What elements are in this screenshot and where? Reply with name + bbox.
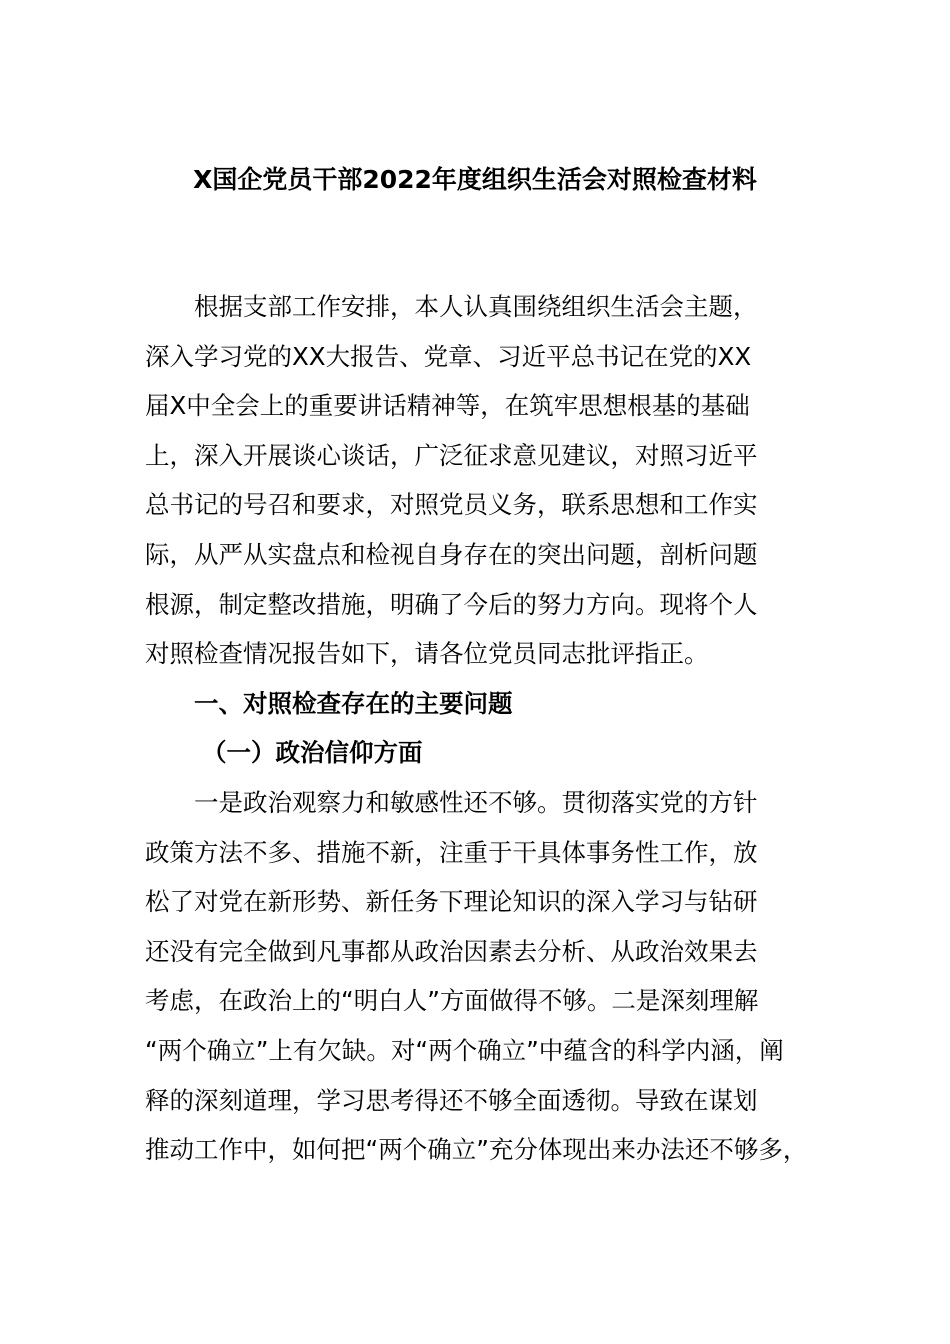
paragraph-line: 上，深入开展谈心谈话，广泛征求意见建议，对照习近平 — [145, 440, 758, 470]
paragraph-line: 总书记的号召和要求，对照党员义务，联系思想和工作实 — [145, 490, 758, 520]
paragraph-line: 推动工作中，如何把“两个确立”充分体现出来办法还不够多， — [145, 1135, 808, 1165]
paragraph-line: 还没有完全做到凡事都从政治因素去分析、从政治效果去 — [145, 936, 758, 966]
paragraph-line: 释的深刻道理，学习思考得还不够全面透彻。导致在谋划 — [145, 1085, 758, 1115]
section-heading: 一、对照检查存在的主要问题 — [194, 688, 513, 718]
paragraph-line: 际，从严从实盘点和检视自身存在的突出问题，剖析问题 — [145, 539, 758, 569]
paragraph-line: 政策方法不多、措施不新，注重于干具体事务性工作，放 — [145, 837, 758, 867]
paragraph-line: 松了对党在新形势、新任务下理论知识的深入学习与钻研 — [145, 887, 758, 917]
paragraph-line: 根据支部工作安排，本人认真围绕组织生活会主题， — [194, 292, 758, 321]
paragraph-line: 对照检查情况报告如下，请各位党员同志批评指正。 — [145, 639, 709, 669]
paragraph-line: 根源，制定整改措施，明确了今后的努力方向。现将个人 — [145, 589, 758, 619]
paragraph-line: 届X中全会上的重要讲话精神等，在筑牢思想根基的基础 — [145, 391, 750, 421]
paragraph-line: 一是政治观察力和敏感性还不够。贯彻落实党的方针 — [194, 787, 758, 817]
subsection-heading: （一）政治信仰方面 — [202, 738, 423, 768]
document-body — [145, 282, 810, 1175]
paragraph-line: 考虑，在政治上的“明白人”方面做得不够。二是深刻理解 — [145, 986, 759, 1016]
document-title: X国企党员干部2022年度组织生活会对照检查材料 — [193, 165, 757, 194]
paragraph-line: “两个确立”上有欠缺。对“两个确立”中蕴含的科学内涵，阐 — [145, 1035, 784, 1065]
paragraph-line: 深入学习党的XX大报告、党章、习近平总书记在党的XX — [145, 341, 752, 371]
